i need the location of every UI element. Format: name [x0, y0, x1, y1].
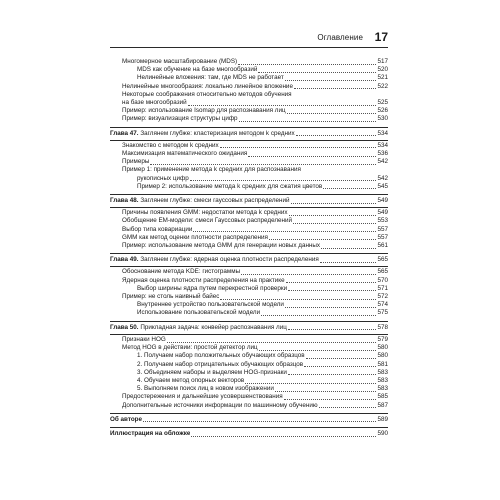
chapter-label — [110, 324, 287, 332]
toc-entry[interactable] — [110, 107, 388, 115]
dot-leader — [306, 358, 377, 359]
chapter-number: Глава 49. — [110, 256, 139, 264]
toc-entry-title: Обоснование метода KDE: гистограммы — [122, 268, 241, 276]
toc-entry-title: Причины появления GMM: недостатки метода k средних — [122, 209, 288, 217]
toc-entry-title: 1. Получаем набор положительных обучающих образцов — [137, 352, 305, 360]
chapter-label — [110, 256, 319, 264]
toc-entry-page: 542 — [377, 158, 388, 166]
chapter-title: Заглянем глубже: кластеризация методом k средних — [140, 129, 295, 137]
toc-entry-page: 521 — [377, 74, 388, 82]
toc-entry-page: 579 — [377, 335, 388, 343]
toc-entry-title: Нелинейные многообразия: локально линейное вложение — [122, 82, 293, 90]
toc-entry-page: 585 — [377, 393, 388, 401]
back-matter-block — [110, 413, 388, 424]
chapter-title: Заглянем глубже: ядерная оценка плотности распределения — [140, 256, 319, 264]
toc-entry-page: 520 — [377, 66, 388, 74]
toc-entry-title: Пример 1: применение метода k средних для распознавания — [122, 166, 301, 174]
dot-leader — [258, 72, 376, 73]
header-title: Оглавление — [317, 33, 363, 42]
toc-entry-page: 565 — [377, 268, 388, 276]
toc-entry[interactable] — [110, 150, 388, 158]
toc-entry-page: 557 — [377, 225, 388, 233]
toc-entry-page: 553 — [377, 217, 388, 225]
toc-entry-title: Метод HOG в действии: простой детектор лиц — [122, 344, 258, 352]
toc-entry-title: рукописных цифр — [137, 174, 189, 182]
dot-leader — [291, 203, 377, 204]
chapter-divider — [110, 334, 388, 335]
dot-leader — [259, 350, 377, 351]
toc-entry-title: Некоторые соображения относительно методов обучения — [122, 90, 292, 98]
dot-leader — [269, 239, 377, 240]
toc-entry[interactable] — [110, 285, 388, 293]
toc-entry-title: Использование пользовательской модели — [137, 309, 261, 317]
toc-entry-title: GMM как метод оценки плотности распределения — [122, 233, 268, 241]
toc-entry[interactable] — [110, 66, 388, 74]
toc-entry[interactable] — [110, 226, 388, 234]
toc-entry[interactable] — [110, 277, 388, 285]
running-header — [110, 27, 388, 48]
toc-entry[interactable] — [110, 309, 388, 317]
chapter-title: Прикладная задача: конвейер распознавания лиц — [140, 323, 287, 331]
toc-entry-title: 3. Объединяем наборы и выделяем HOG-признаки — [137, 368, 287, 376]
toc-entry-title: Знакомство с методом k средних — [122, 141, 219, 149]
dot-leader — [287, 113, 377, 114]
toc-entry-title: 5. Выполняем поиск лиц в новом изображении — [137, 385, 274, 393]
dot-leader — [321, 248, 376, 249]
dot-leader — [241, 274, 376, 275]
back-matter-title: Об авторе — [110, 415, 143, 423]
toc-entry[interactable] — [110, 385, 388, 393]
toc-entry-title: Пример 2: использование метода k средних для сжатия цветов — [137, 182, 323, 190]
toc-entry-page: 572 — [377, 293, 388, 301]
chapter-block — [110, 253, 388, 317]
header-page-number: 17 — [374, 30, 388, 44]
toc-entry-title: Максимизация математического ожидания — [122, 150, 248, 158]
dot-leader — [275, 391, 377, 392]
toc-entry-page: 583 — [377, 368, 388, 376]
toc-entry-page: 542 — [377, 174, 388, 182]
toc-entry[interactable] — [110, 209, 388, 217]
toc-entry-page: 525 — [377, 99, 388, 107]
dot-leader — [143, 421, 376, 422]
toc-entry-title: Пример: визуализация структуры цифр — [122, 115, 238, 123]
back-matter-page: 590 — [377, 429, 388, 437]
toc-entry-page: 570 — [377, 276, 388, 284]
dot-leader — [285, 307, 377, 308]
toc-entry[interactable] — [110, 352, 388, 360]
toc-entry-page: 571 — [377, 284, 388, 292]
toc-entry-page: 580 — [377, 352, 388, 360]
toc-entry-title: Пример: использование Isomap для распознавания лиц — [122, 107, 286, 115]
toc-entry-title: на базе многообразий — [122, 99, 187, 107]
toc-entry-title: Многомерное масштабирование (MDS) — [122, 58, 238, 65]
chapter-block — [110, 127, 388, 191]
dot-leader — [188, 105, 377, 106]
toc-entry-page: 557 — [377, 233, 388, 241]
toc-entry[interactable] — [110, 183, 388, 191]
toc-entry-page: 575 — [377, 309, 388, 317]
back-matter-block — [110, 427, 388, 438]
dot-leader — [238, 64, 376, 65]
chapter-divider — [110, 140, 388, 141]
chapter-divider — [110, 207, 388, 208]
toc-entry[interactable] — [110, 344, 388, 352]
chapter-divider — [110, 266, 388, 267]
chapter-title: Заглянем глубже: смеси гауссовых распределений — [140, 197, 290, 205]
back-matter-page: 589 — [377, 415, 388, 423]
toc-entry[interactable] — [110, 142, 388, 150]
chapter-heading[interactable] — [110, 130, 388, 138]
toc-entry[interactable] — [110, 158, 388, 166]
chapter-page: 534 — [377, 129, 388, 137]
toc-entry[interactable] — [110, 99, 388, 107]
toc-entry[interactable] — [110, 83, 388, 91]
chapter-block — [110, 321, 388, 410]
toc-entry-title: Дополнительные источники информации по машинному обучению — [122, 401, 318, 409]
toc-entry-page: 522 — [377, 82, 388, 90]
dot-leader — [294, 88, 377, 89]
dot-leader — [323, 188, 376, 189]
toc-entry-page: 534 — [377, 141, 388, 149]
dot-leader — [286, 282, 377, 283]
toc-entry-title: 2. Получаем набор отрицательных обучающих образцов — [137, 360, 304, 368]
toc-entry-page: 545 — [377, 182, 388, 190]
dot-leader — [285, 80, 377, 81]
dot-leader — [248, 156, 376, 157]
chapter-heading[interactable] — [110, 197, 388, 205]
toc-entry-title: Пример: использование метода GMM для генерации новых данных — [122, 242, 321, 250]
toc-entry-page: 574 — [377, 301, 388, 309]
dot-leader — [150, 164, 376, 165]
toc-entry-title: Примеры — [122, 158, 150, 166]
dot-leader — [319, 407, 377, 408]
toc-entry-title: Ядерная оценка плотности распределения на практике — [122, 276, 285, 284]
dot-leader — [320, 262, 377, 263]
toc-entry[interactable] — [110, 377, 388, 385]
toc-entry[interactable] — [110, 234, 388, 242]
back-matter-entry[interactable] — [110, 416, 388, 424]
toc-entry-title: Признаки HOG — [122, 335, 166, 343]
toc-entry[interactable] — [110, 217, 388, 225]
toc-entry[interactable] — [110, 74, 388, 82]
toc-entry-title: Обобщение EM-модели: смеси Гауссовых распределений — [122, 217, 293, 225]
chapter-number: Глава 50. — [110, 323, 139, 331]
toc-entry-page: 583 — [377, 385, 388, 393]
toc-entry-title: Внутреннее устройство пользовательской модели — [137, 301, 284, 309]
toc-entry-page: 517 — [377, 58, 388, 65]
toc-entry-page: 536 — [377, 150, 388, 158]
dot-leader — [288, 374, 377, 375]
dot-leader — [193, 231, 376, 232]
dot-leader — [167, 342, 377, 343]
dot-leader — [220, 147, 377, 148]
chapter-block — [110, 194, 388, 250]
table-of-contents — [110, 58, 388, 438]
toc-entry-page: 526 — [377, 107, 388, 115]
toc-entry[interactable] — [110, 369, 388, 377]
chapter-label — [110, 130, 295, 138]
dot-leader — [239, 121, 377, 122]
toc-entry[interactable] — [110, 293, 388, 301]
toc-entry-page: 583 — [377, 376, 388, 384]
dot-leader — [288, 329, 377, 330]
toc-entry-page: 587 — [377, 401, 388, 409]
toc-entry-page: 530 — [377, 115, 388, 123]
dot-leader — [261, 315, 376, 316]
toc-entry[interactable] — [110, 58, 388, 66]
dot-leader — [293, 223, 376, 224]
toc-entry[interactable] — [110, 336, 388, 344]
chapter-heading[interactable] — [110, 324, 388, 332]
toc-entry-title: 4. Обучаем метод опорных векторов — [137, 376, 245, 384]
toc-entry[interactable] — [110, 361, 388, 369]
dot-leader — [190, 180, 377, 181]
toc-entry[interactable] — [110, 115, 388, 123]
toc-entry[interactable] — [110, 301, 388, 309]
toc-entry-title: Выбор типа ковариации — [122, 225, 193, 233]
toc-entry-title: Выбор ширины ядра путем перекрестной проверки — [137, 284, 288, 292]
toc-entry-page: 561 — [377, 242, 388, 250]
chapter-page: 549 — [377, 197, 388, 205]
chapter-page: 565 — [377, 256, 388, 264]
chapter-label — [110, 197, 290, 205]
toc-entry-page: 581 — [377, 360, 388, 368]
back-matter-title: Иллюстрация на обложке — [110, 429, 191, 437]
toc-entry-title: Пример: не столь наивный байес — [122, 293, 220, 301]
chapter-number: Глава 48. — [110, 197, 139, 205]
toc-entry-page: 580 — [377, 344, 388, 352]
back-matter-entry[interactable] — [110, 430, 388, 438]
chapter-heading[interactable] — [110, 256, 388, 264]
dot-leader — [220, 299, 376, 300]
dot-leader — [245, 383, 376, 384]
chapter-number: Глава 47. — [110, 129, 139, 137]
toc-entry[interactable] — [110, 402, 388, 410]
dot-leader — [304, 366, 376, 367]
toc-entry[interactable] — [110, 175, 388, 183]
toc-entry-page: 549 — [377, 209, 388, 217]
toc-entry[interactable] — [110, 268, 388, 276]
dot-leader — [289, 215, 377, 216]
dot-leader — [296, 135, 377, 136]
dot-leader — [284, 399, 377, 400]
dot-leader — [288, 290, 376, 291]
toc-entry-title: MDS как обучение на базе многообразий — [137, 66, 258, 74]
toc-entry[interactable] — [110, 242, 388, 250]
toc-entry[interactable] — [110, 393, 388, 401]
toc-entry-title: Нелинейные вложения: там, где MDS не работает — [137, 74, 284, 82]
chapter-page: 578 — [377, 323, 388, 331]
dot-leader — [191, 436, 376, 437]
toc-entry-title: Предостережения и дальнейшие усовершенствования — [122, 393, 283, 401]
